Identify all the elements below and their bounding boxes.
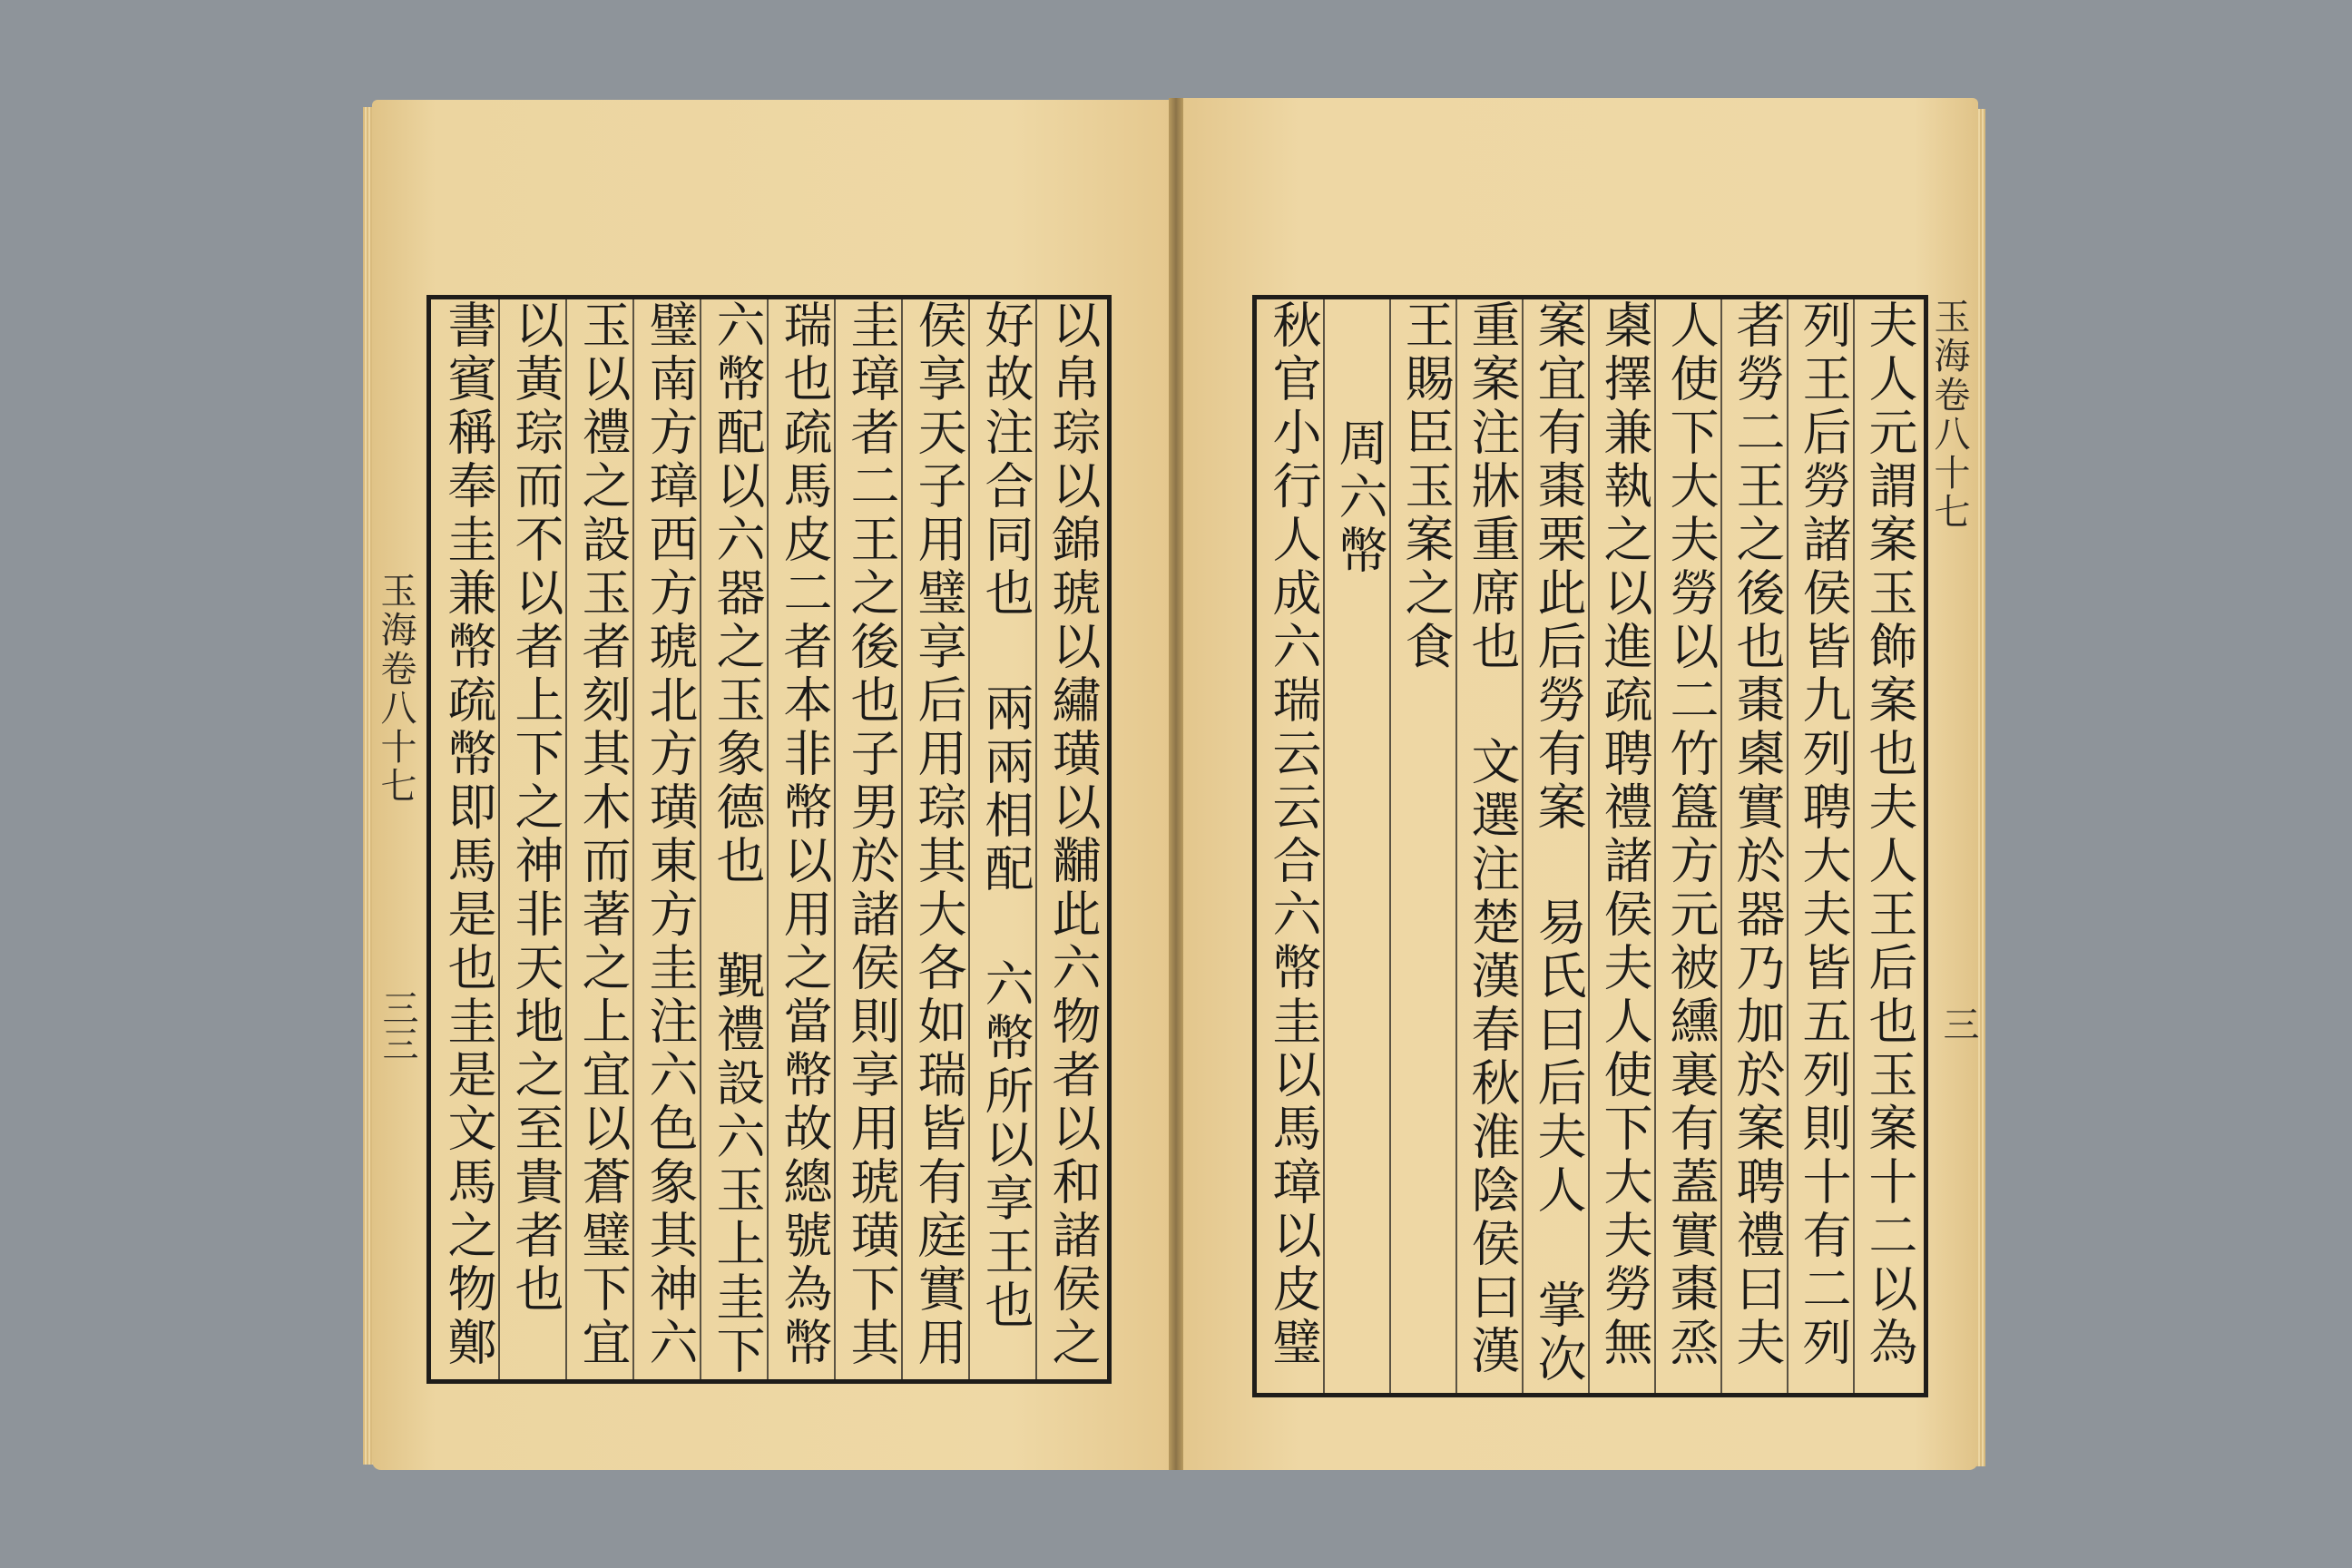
left-column-1: 以帛琮以錦琥以繡璜以黼此六物者以和諸侯之 (1044, 299, 1102, 1370)
right-column-5: 㮚擇兼執之以進疏聘禮諸侯夫人使下大夫勞無 (1596, 299, 1653, 1370)
right-column-7: 重案注牀重席也 文選注楚漢春秋淮陰侯曰漢 (1464, 299, 1521, 1378)
left-page-number: 三三 (377, 989, 418, 1062)
right-column-9-heading: 周六幣 (1331, 417, 1388, 578)
right-column-4: 人使下大夫勞以二竹簋方元被纁裏有蓋實棗烝 (1662, 299, 1720, 1370)
left-column-5: 瑞也疏馬皮二者本非幣以用之當幣故總號為幣 (776, 299, 833, 1370)
right-text-frame (1252, 295, 1928, 1397)
right-column-8: 王賜臣玉案之食 (1397, 299, 1455, 674)
right-column-6: 案宜有棗栗此后勞有案 易氏曰后夫人 掌次 (1530, 299, 1587, 1387)
left-column-10: 書賓稱奉圭兼幣疏幣即馬是也圭是文馬之物鄭 (440, 299, 497, 1370)
left-text-frame (426, 295, 1112, 1384)
left-column-2: 好故注合同也 兩兩相配 六幣所以享王也 (977, 299, 1034, 1333)
left-column-9: 以黃琮而不以者上下之神非天地之至貴者也 (507, 299, 564, 1317)
right-page-number: 三 (1937, 1005, 1979, 1042)
left-column-3: 侯享天子用璧享后用琮其大各如瑞皆有庭實用 (910, 299, 967, 1370)
right-column-3: 者勞二王之後也棗㮚實於器乃加於案聘禮曰夫 (1729, 299, 1786, 1370)
right-column-1: 夫人元謂案玉飾案也夫人王后也玉案十二以為 (1861, 299, 1918, 1370)
left-column-6: 六幣配以六器之玉象德也 覲禮設六玉上圭下 (709, 299, 766, 1378)
left-column-7: 璧南方璋西方琥北方璜東方圭注六色象其神六 (642, 299, 699, 1370)
right-column-2: 列王后勞諸侯皆九列聘大夫皆五列則十有二列 (1795, 299, 1852, 1370)
left-margin-title: 玉海卷八十七 (375, 572, 416, 806)
book-gutter (1169, 98, 1183, 1470)
left-column-4: 圭璋者二王之後也子男於諸侯則享用琥璜下其 (843, 299, 900, 1370)
right-column-10: 秋官小行人成六瑞云云合六幣圭以馬璋以皮璧 (1265, 299, 1322, 1370)
right-margin-title: 玉海卷八十七 (1928, 298, 1970, 532)
left-column-8: 玉以禮之設玉者刻其木而著之上宜以蒼璧下宜 (574, 299, 632, 1370)
